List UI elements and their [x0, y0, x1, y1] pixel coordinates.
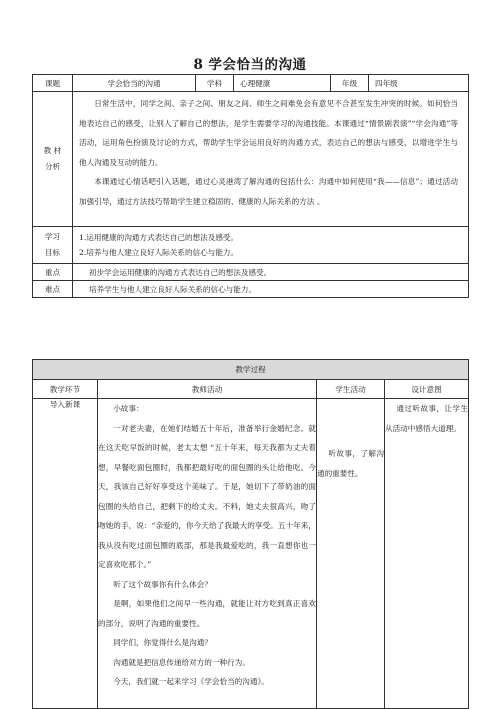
key-point-text: 初步学会运用健康的沟通方式表达自己的想法及感受。	[73, 264, 469, 281]
teacher-line-4: 是啊，如果他们之间早一些沟通，就能让对方吃到真正喜欢的部分，说明了沟通的重要性。	[98, 599, 316, 628]
teaching-process-table	[32, 359, 469, 709]
student-activity	[317, 399, 385, 709]
analysis-paragraph-1: 日常生活中，同学之间、亲子之间、朋友之间、师生之间难免会有意见不合甚至发生冲突的时候。如何恰当地表达自己的感受，让别人了解自己的想法，是学生需要学习的沟通技能。本课通过“情景剧表演”“学会沟通”等活动，运用角色扮演及讨论的方式，帮助学生学会运用良好的沟通方式，表达自己的想法与感受，以增进学生与他人沟通及互动的能力。	[79, 99, 458, 167]
design-intent-text: 通过听故事，让学生从活动中感悟大道理。	[385, 404, 468, 433]
subject-value: 心理健康	[234, 75, 331, 92]
goals-content	[73, 227, 469, 264]
goal-item-1: 1.运用健康的沟通方式表达自己的想法及感受。	[79, 232, 239, 242]
header-stage: 教学环节	[33, 380, 98, 399]
difficult-point-text: 培养学生与他人建立良好人际关系的信心与能力。	[73, 281, 469, 298]
stage-intro: 导入新课	[33, 399, 98, 709]
goals-label: 学习 目标	[33, 227, 73, 264]
grade-value: 四年级	[369, 75, 469, 92]
key-point-label: 重点	[33, 264, 73, 281]
teacher-line-6: 沟通就是把信息传递给对方的一种行为。	[113, 657, 250, 667]
header-teacher-activity: 教师活动	[98, 380, 317, 399]
grade-label: 年级	[331, 75, 369, 92]
student-activity-text: 听故事，了解沟通的重要性。	[317, 449, 384, 478]
header-student-activity: 学生活动	[317, 380, 385, 399]
document-title: 8 学会恰当的沟通	[193, 57, 307, 73]
teacher-activity	[98, 399, 317, 709]
teacher-line-1: 小故事：	[113, 404, 144, 413]
process-title: 教学过程	[33, 360, 469, 380]
teacher-line-3: 听了这个故事你有什么体会？	[113, 579, 212, 589]
analysis-label: 教 材 分析	[33, 92, 73, 227]
design-intent	[385, 399, 469, 709]
lesson-label: 课题	[33, 75, 73, 92]
subject-label: 学科	[196, 75, 234, 92]
lesson-value: 学会恰当的沟通	[73, 75, 196, 92]
goal-item-2: 2.培养与他人建立良好人际关系的信心与能力。	[79, 248, 239, 257]
teacher-line-5: 同学们，你觉得什么是沟通？	[113, 638, 212, 647]
teacher-story: 一对老夫妻，在她们结婚五十年后，准备举行金婚纪念。就在这天吃早饭的时候，老太太想 “五十年来，每天我都为丈夫着想，早餐吃面包圈时，我都把最好吃的面包圈的头让给他吃。今天，我该自己好好享受这个美味了。于是，她切下了带奶油的面包圈的头给自己，把剩下的给丈夫。不料，她丈夫很高兴，吻了吻她的手，说：“亲爱的，你今天给了我最大的享受。五十年来，我从没有吃过面包圈的底部，那是我最爱吃的，我一直想你也一定喜欢吃那个。”	[98, 423, 316, 569]
teacher-line-7: 今天，我们就一起来学习《学会恰当的沟通》。	[113, 677, 269, 686]
analysis-content	[73, 92, 469, 227]
course-info-table	[32, 74, 469, 298]
difficult-point-label: 难点	[33, 281, 73, 298]
analysis-paragraph-2: 本课通过心情话吧引入话题，通过心灵港湾了解沟通的包括什么：沟通中如何使用“我——信息”；通过活动加强引导，通过方法技巧帮助学生建立稳固的、健康的人际关系的方法 。	[79, 177, 458, 206]
header-design-intent: 设计意图	[385, 380, 469, 399]
